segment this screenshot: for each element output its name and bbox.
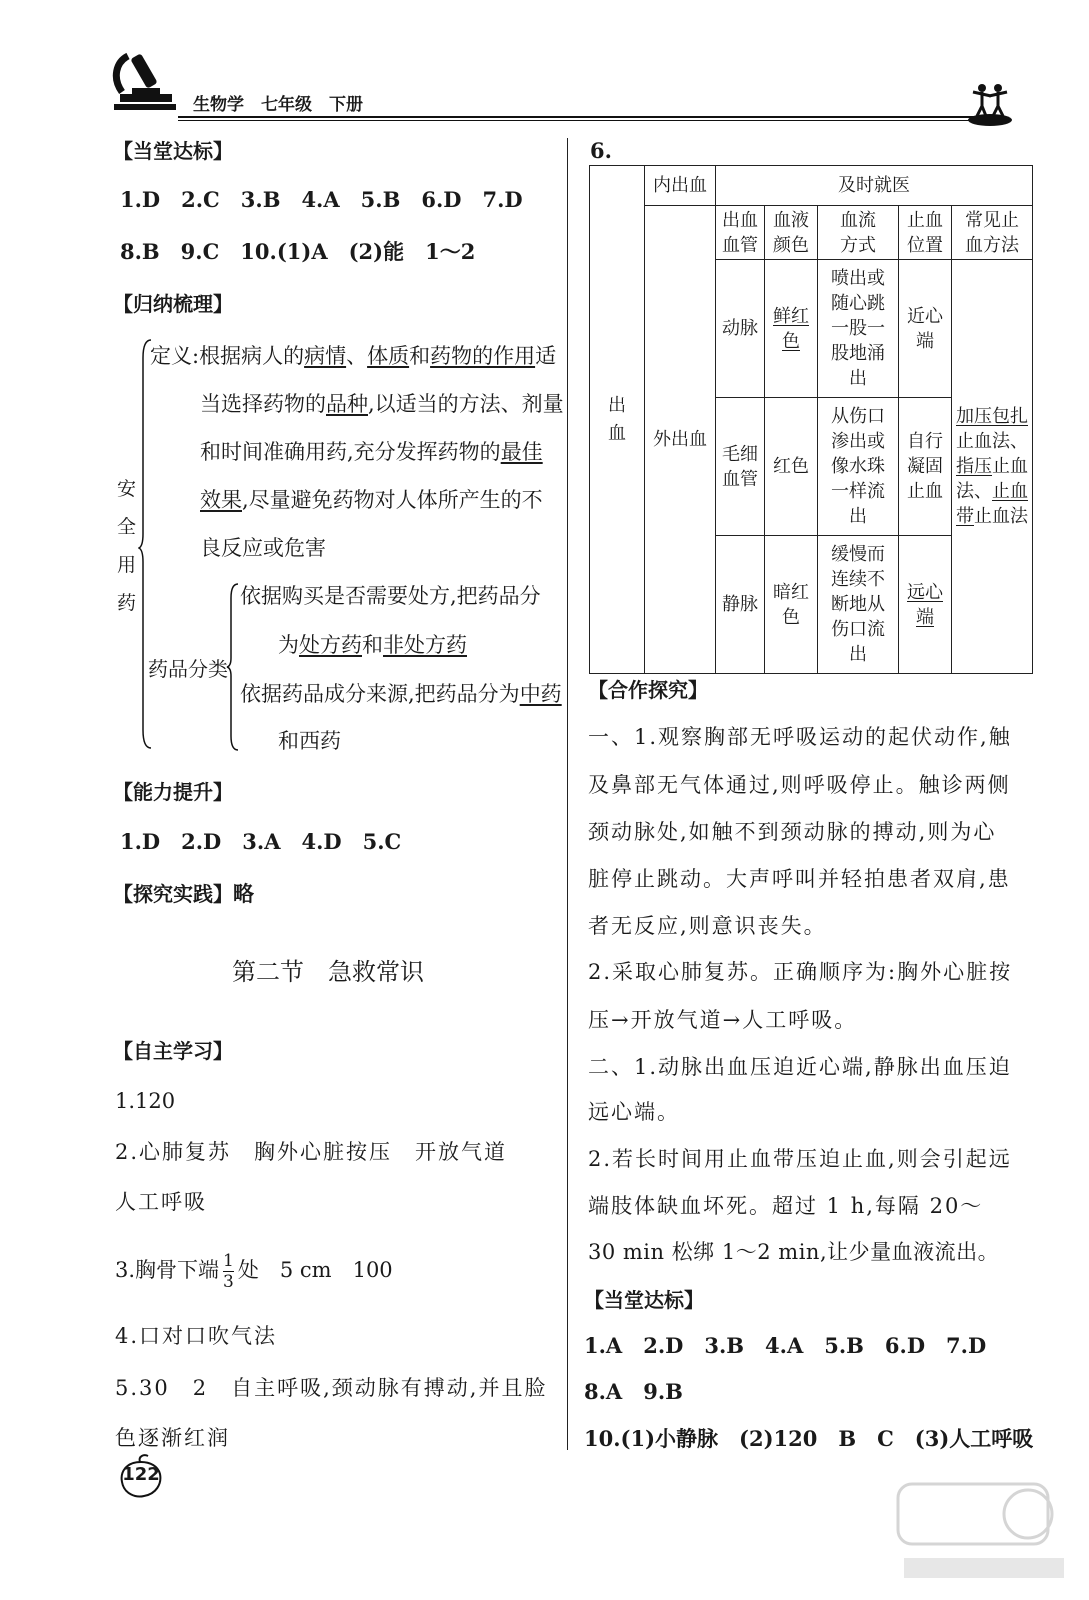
section-heading-dangtang-2: 【当堂达标】 bbox=[584, 1288, 704, 1312]
answer-line: 1.A 2.D 3.B 4.A 5.B 6.D 7.D bbox=[584, 1333, 987, 1358]
answer-line: 二、1.动脉出血压迫近心端,静脉出血压迫 bbox=[588, 1055, 1012, 1079]
answer-line: 1.120 bbox=[115, 1089, 176, 1113]
answer-line: 1.D 2.C 3.B 4.A 5.B 6.D 7.D bbox=[120, 187, 523, 212]
table-row: 毛细血管 红色 从伤口渗出或像水珠一样流出 自行凝固止血 bbox=[590, 398, 1033, 536]
table-cell-method: 加压包扎止血法、指压止血法、止血带止血法 bbox=[952, 260, 1033, 674]
answer-line: 脏停止跳动。大声呼叫并轻拍患者双肩,患 bbox=[588, 867, 1011, 891]
dancers-icon bbox=[965, 80, 1015, 128]
page-number: 122 bbox=[116, 1452, 166, 1502]
classification-line: 依据购买是否需要处方,把药品分 bbox=[240, 584, 541, 608]
definition-line: 当选择药物的品种,以适当的方法、剂量 bbox=[200, 392, 564, 416]
table-header: 出血血管 bbox=[722, 209, 758, 256]
table-header: 血流方式 bbox=[840, 209, 876, 256]
section-title: 第二节 急救常识 bbox=[232, 958, 424, 986]
column-divider bbox=[567, 138, 568, 1450]
table-header: 血液颜色 bbox=[773, 209, 809, 256]
classification-line: 依据药品成分来源,把药品分为中药 bbox=[240, 682, 562, 706]
microscope-icon bbox=[110, 48, 180, 112]
bleeding-table bbox=[589, 165, 1033, 674]
answer-line: 端肢体缺血坏死。超过 1 h,每隔 20～ bbox=[588, 1194, 984, 1218]
header-title: 生物学 七年级 下册 bbox=[193, 95, 363, 115]
answer-line: 色逐渐红润 bbox=[115, 1426, 230, 1450]
table-cell-bleeding: 出血 bbox=[590, 166, 645, 674]
header-rule bbox=[178, 116, 999, 118]
answer-line: 8.A 9.B bbox=[584, 1379, 683, 1404]
section-heading-dangtang: 【当堂达标】 bbox=[113, 139, 233, 163]
table-cell-internal: 内出血 bbox=[645, 166, 716, 206]
answer-line: 一、1.观察胸部无呼吸运动的起伏动作,触 bbox=[588, 725, 1012, 749]
answer-line: 1.D 2.D 3.A 4.D 5.C bbox=[120, 829, 402, 854]
answer-line: 者无反应,则意识丧失。 bbox=[588, 914, 827, 938]
classification-label: 药品分类 bbox=[148, 657, 228, 681]
fraction: $\frac{1}{3}$ bbox=[223, 1251, 234, 1292]
classification-line: 和西药 bbox=[278, 729, 341, 753]
section-heading-nengli: 【能力提升】 bbox=[113, 780, 233, 804]
answer-line: 2.心肺复苏 胸外心脏按压 开放气道 bbox=[115, 1140, 508, 1164]
table-header: 常见止血方法 bbox=[965, 209, 1019, 256]
section-heading-hezuo: 【合作探究】 bbox=[588, 678, 708, 702]
section-heading-guina: 【归纳梳理】 bbox=[113, 292, 233, 316]
answer-line: 8.B 9.C 10.(1)A (2)能 1～2 bbox=[120, 239, 476, 264]
answer-line: 人工呼吸 bbox=[115, 1190, 207, 1214]
answer-line: 10.(1)小静脉 (2)120 B C (3)人工呼吸 bbox=[584, 1426, 1034, 1451]
definition-line: 良反应或危害 bbox=[200, 536, 326, 560]
answer-line: 30 min 松绑 1～2 min,让少量血液流出。 bbox=[588, 1240, 1000, 1264]
answer-line: 远心端。 bbox=[588, 1100, 680, 1124]
page-header bbox=[0, 0, 1089, 130]
answer-line: 及鼻部无气体通过,则呼吸停止。触诊两侧 bbox=[588, 773, 1011, 797]
answer-line: 颈动脉处,如触不到颈动脉的搏动,则为心 bbox=[588, 820, 997, 844]
table-row: 动脉 鲜红色 喷出或随心跳一股一股地涌出 近心端 加压包扎止血法、指压止血法、止血带止血法 bbox=[590, 260, 1033, 398]
answer-line: 2.采取心肺复苏。正确顺序为:胸外心脏按 bbox=[588, 960, 1013, 984]
root-brace bbox=[138, 338, 154, 750]
classification-line: 为处方药和非处方药 bbox=[278, 633, 467, 657]
table-row: 静脉 暗红色 缓慢而连续不断地从伤口流出 远心端 bbox=[590, 536, 1033, 674]
table-cell-internal-value: 及时就医 bbox=[716, 166, 1033, 206]
header-rule-thin bbox=[178, 120, 999, 121]
watermark-logo-icon bbox=[890, 1470, 1070, 1590]
answer-line: 5.30 2 自主呼吸,颈动脉有搏动,并且脸 bbox=[115, 1376, 548, 1400]
question-label: 6. bbox=[590, 138, 612, 163]
section-heading-tanjiu: 【探究实践】略 bbox=[113, 882, 254, 906]
answer-line: 2.若长时间用止血带压迫止血,则会引起远 bbox=[588, 1147, 1012, 1171]
definition-line: 效果,尽量避免药物对人体所产生的不 bbox=[200, 488, 543, 512]
definition-line: 和时间准确用药,充分发挥药物的最佳 bbox=[200, 440, 543, 464]
table-cell-external: 外出血 bbox=[645, 206, 716, 674]
answer-line: 压→开放气道→人工呼吸。 bbox=[588, 1008, 858, 1032]
answer-line: 4.口对口吹气法 bbox=[115, 1324, 278, 1348]
section-heading-zizhu: 【自主学习】 bbox=[113, 1039, 233, 1063]
classification-brace bbox=[226, 582, 240, 752]
definition-line: 定义:根据病人的病情、体质和药物的作用适 bbox=[150, 344, 557, 368]
concept-root: 安全用药 bbox=[117, 478, 137, 614]
answer-line-fraction: 3.胸骨下端 $\frac{1}{3}$ 处 5 cm 100 bbox=[115, 1251, 393, 1292]
table-header: 止血位置 bbox=[907, 209, 943, 256]
